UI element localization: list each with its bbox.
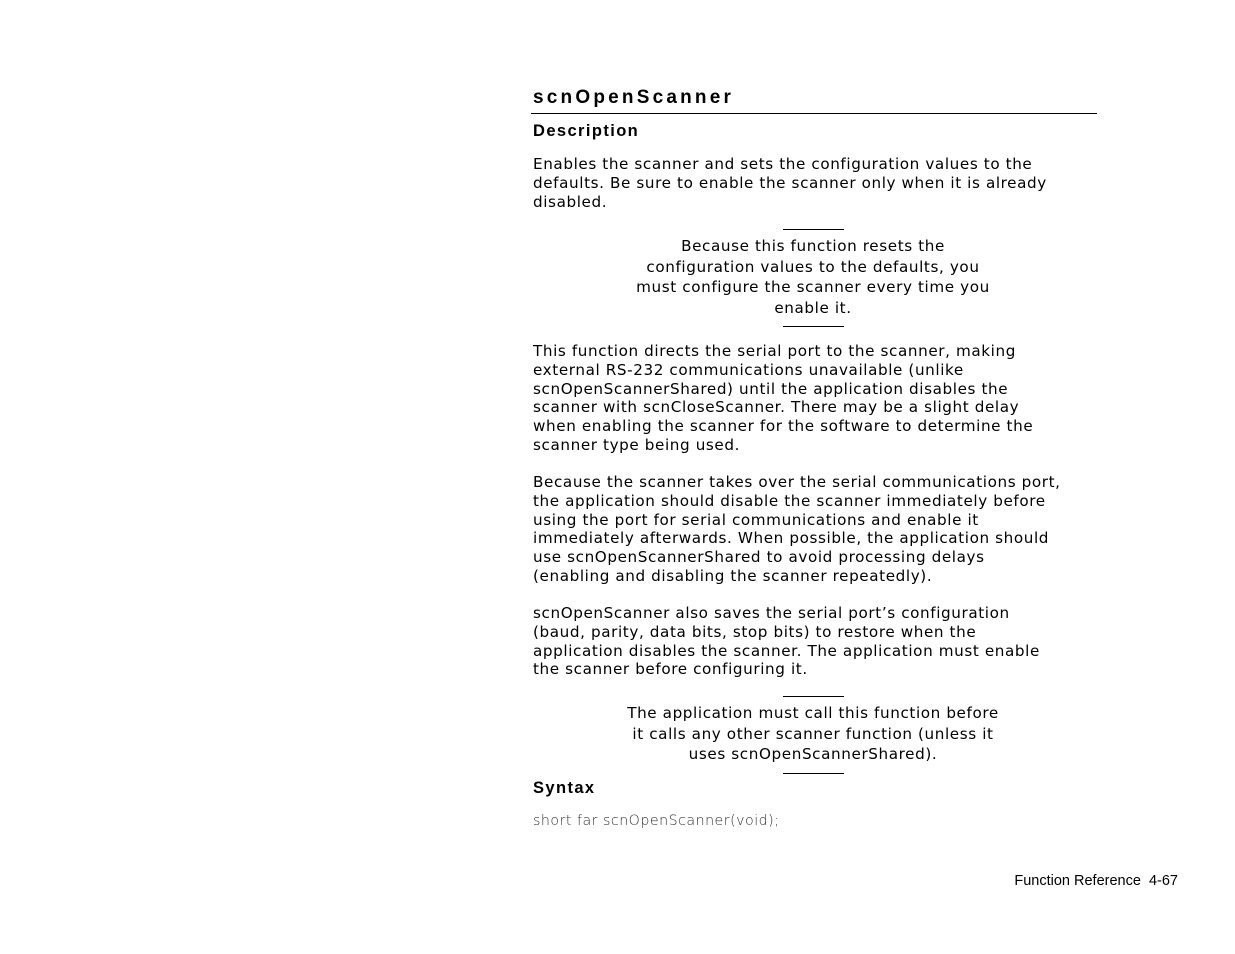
note-rule-top [783,229,844,230]
serial-port-paragraph: This function directs the serial port to the scanner, making external RS-232 communications unavailable (unlike scnOpenScannerShared) until the application disables the scanner with scnCloseScanner. There may be a slight delay when enabling the scanner for the software to determine the scanner type being used. [533,342,1034,454]
syntax-code: short far scnOpenScanner(void); [533,813,780,829]
description-heading: Description [533,122,640,140]
title-rule [531,113,1097,114]
description-paragraph: Enables the scanner and sets the configuration values to the defaults. Be sure to enable the scanner only when it is already disabled. [533,155,1047,211]
page-footer: Function Reference 4-67 [1014,873,1178,889]
syntax-heading: Syntax [533,779,596,797]
note-reset-defaults: Because this function resets the configuration values to the defaults, you must configure the scanner every time you enable it. [636,237,990,317]
note-rule-top [783,696,844,697]
configuration-paragraph: scnOpenScanner also saves the serial port’s configuration (baud, parity, data bits, stop bits) to restore when the application disables the scanner. The application must enable the scanner before configuring it. [533,604,1040,679]
note-call-first: The application must call this function before it calls any other scanner function (unless it uses scnOpenScannerShared). [627,704,999,763]
note-rule-bottom [783,773,844,774]
note-rule-bottom [783,326,844,327]
function-title: scnOpenScanner [533,87,735,108]
communications-paragraph: Because the scanner takes over the serial communications port, the application should disable the scanner immediately before using the port for serial communications and enable it immediately afterwards. When possible, the application should use scnOpenScannerShared to avoid processing delays (enabling and disabling the scanner repeatedly). [533,473,1061,585]
